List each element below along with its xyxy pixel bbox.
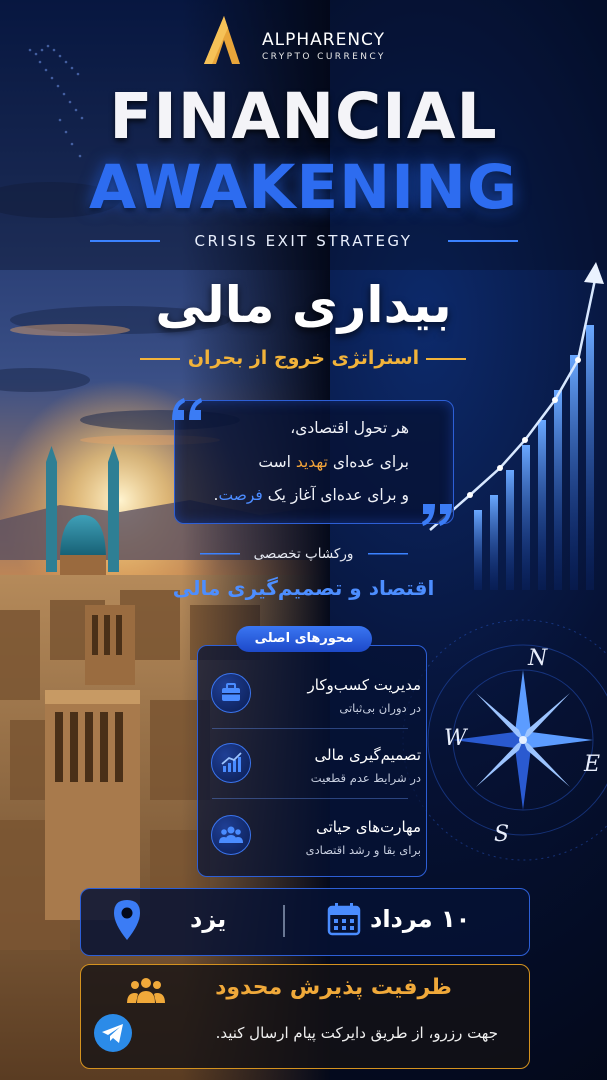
divider [212,798,408,799]
axis-item-3-title: مهارت‌های حیاتی [316,818,421,836]
location-pin-icon [112,898,142,942]
briefcase-icon [211,673,251,713]
quote-line-2-text: برای عده‌ای [327,453,409,471]
axis-item-3-subtitle: برای بقا و رشد اقتصادی [305,843,421,857]
brand-name: ALPHARENCY [262,30,385,50]
workshop-title: اقتصاد و تصمیم‌گیری مالی [172,576,435,600]
axis-item-1-title: مدیریت کسب‌وکار [307,676,421,694]
brand-subtitle: CRYPTO CURRENCY [262,52,386,62]
info-divider [283,905,285,937]
quote-line-2 [258,453,409,471]
axes-heading: محورهای اصلی [236,626,372,652]
tagline: CRISIS EXIT STRATEGY [194,232,413,250]
compass-s: S [494,822,510,847]
close-quote-icon [420,502,454,528]
alpharency-logo-icon [196,14,248,66]
compass-n: N [528,646,548,671]
persian-title: بیداری مالی [155,276,452,334]
calendar-icon [325,900,363,938]
divider [212,728,408,729]
event-date: ۱۰ مرداد [370,905,471,933]
people-icon [211,815,251,855]
quote-line-1: هر تحول اقتصادی، [290,419,409,437]
workshop-label: ورکشاپ تخصصی [253,546,354,562]
quote-highlight-opportunity: فرصت [218,486,263,504]
quote-line-3-text: و برای عده‌ای آغاز یک [262,486,409,504]
axis-item-2-title: تصمیم‌گیری مالی [314,746,421,764]
axis-item-2-subtitle: در شرایط عدم قطعیت [310,771,421,785]
open-quote-icon [170,396,204,422]
quote-line-2-end: است [258,453,296,471]
axis-item-1-subtitle: در دوران بی‌ثباتی [339,701,421,715]
compass-e: E [584,752,601,777]
quote-line-3 [214,486,409,504]
headline-line1: FINANCIAL [109,80,498,153]
capacity-subtitle: جهت رزرو، از طریق دایرکت پیام ارسال کنید. [215,1024,498,1042]
event-city: یزد [190,905,227,933]
quote-line-3-end: . [213,486,219,504]
headline-line2: AWAKENING [88,152,519,223]
quote-highlight-threat: تهدید [295,453,328,471]
capacity-title: ظرفیت پذیرش محدود [215,975,452,1000]
chart-icon [211,743,251,783]
compass-w: W [444,726,467,751]
telegram-icon [93,1013,133,1053]
persian-subtitle: استراتژی خروج از بحران [187,347,420,369]
